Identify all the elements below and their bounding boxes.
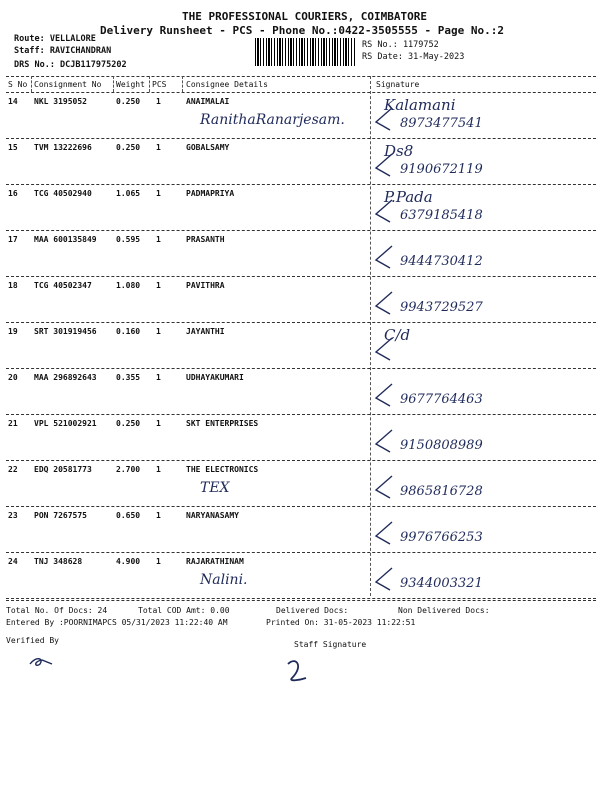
runsheet-subtitle: Delivery Runsheet - PCS - Phone No.:0422-3505555 - Page No.:2 xyxy=(100,24,504,37)
row-separator xyxy=(6,184,596,185)
row-pcs: 1 xyxy=(156,511,161,520)
row-weight: 1.065 xyxy=(116,189,141,198)
table-row xyxy=(0,508,600,552)
row-weight: 0.355 xyxy=(116,373,141,382)
barcode xyxy=(255,38,355,66)
footer-rule xyxy=(6,600,596,601)
col-signature: Signature xyxy=(376,80,420,89)
handwritten-phone: 9444730412 xyxy=(400,254,483,269)
row-sno: 20 xyxy=(8,373,18,382)
row-sno: 18 xyxy=(8,281,18,290)
row-separator xyxy=(6,460,596,461)
row-sno: 21 xyxy=(8,419,18,428)
signature-stroke xyxy=(372,472,396,502)
row-consignment-no: PON 7267575 xyxy=(34,511,87,520)
col-weight: Weight xyxy=(116,80,145,89)
row-pcs: 1 xyxy=(156,373,161,382)
row-consignment-no: VPL 521002921 xyxy=(34,419,97,428)
signature-stroke xyxy=(372,288,396,318)
handwritten-consignee-name: Nalini. xyxy=(200,572,248,588)
handwritten-phone: 6379185418 xyxy=(400,208,483,223)
row-consignee: THE ELECTRONICS xyxy=(186,465,259,474)
handwritten-consignee-name: TEX xyxy=(200,480,230,496)
row-pcs: 1 xyxy=(156,419,161,428)
table-row xyxy=(0,462,600,506)
handwritten-signature: Ds8 xyxy=(384,142,414,160)
staff-label: Staff: RAVICHANDRAN xyxy=(14,46,112,56)
row-separator xyxy=(6,598,596,599)
row-consignment-no: SRT 301919456 xyxy=(34,327,97,336)
signature-stroke xyxy=(372,334,396,364)
rs-date: RS Date: 31-May-2023 xyxy=(362,52,465,62)
row-consignment-no: TCG 40502940 xyxy=(34,189,92,198)
row-pcs: 1 xyxy=(156,97,161,106)
table-row xyxy=(0,324,600,368)
row-weight: 0.250 xyxy=(116,419,141,428)
row-separator xyxy=(6,322,596,323)
table-row xyxy=(0,554,600,598)
col-separator xyxy=(113,76,114,92)
row-consignee: GOBALSAMY xyxy=(186,143,230,152)
row-sno: 23 xyxy=(8,511,18,520)
table-row xyxy=(0,278,600,322)
row-consignee: RAJARATHINAM xyxy=(186,557,244,566)
handwritten-signature: P.Pada xyxy=(384,188,433,206)
row-consignee: ANAIMALAI xyxy=(186,97,230,106)
row-separator xyxy=(6,368,596,369)
signature-stroke xyxy=(372,242,396,272)
row-consignee: PADMAPRIYA xyxy=(186,189,235,198)
route-label: Route: VELLALORE xyxy=(14,34,96,44)
row-weight: 0.650 xyxy=(116,511,141,520)
row-consignee: PRASANTH xyxy=(186,235,225,244)
col-separator xyxy=(182,76,183,92)
row-weight: 2.700 xyxy=(116,465,141,474)
row-weight: 0.250 xyxy=(116,143,141,152)
handwritten-phone: 8973477541 xyxy=(400,116,483,131)
rs-number: RS No.: 1179752 xyxy=(362,40,439,50)
row-weight: 0.160 xyxy=(116,327,141,336)
row-consignment-no: TCG 40502347 xyxy=(34,281,92,290)
row-pcs: 1 xyxy=(156,235,161,244)
row-separator xyxy=(6,506,596,507)
total-cod: Total COD Amt: 0.00 xyxy=(138,606,230,615)
verifier-signature xyxy=(26,652,56,672)
table-row xyxy=(0,94,600,138)
row-pcs: 1 xyxy=(156,143,161,152)
row-consignee: SKT ENTERPRISES xyxy=(186,419,259,428)
row-pcs: 1 xyxy=(156,327,161,336)
row-consignment-no: MAA 600135849 xyxy=(34,235,97,244)
row-consignee: NARYANASAMY xyxy=(186,511,239,520)
col-consignment: Consignment No xyxy=(34,80,102,89)
row-weight: 4.900 xyxy=(116,557,141,566)
row-sno: 19 xyxy=(8,327,18,336)
row-consignee: UDHAYAKUMARI xyxy=(186,373,244,382)
signature-stroke xyxy=(372,518,396,548)
printed-on: Printed On: 31-05-2023 11:22:51 xyxy=(266,618,416,627)
row-separator xyxy=(6,552,596,553)
row-weight: 1.080 xyxy=(116,281,141,290)
delivered-docs: Delivered Docs: xyxy=(276,606,349,615)
signature-stroke xyxy=(372,150,396,180)
total-docs: Total No. Of Docs: 24 xyxy=(6,606,108,615)
drs-number: DRS No.: DCJB117975202 xyxy=(14,60,127,70)
header-bottom-rule xyxy=(6,92,596,93)
row-sno: 14 xyxy=(8,97,18,106)
signature-stroke xyxy=(372,380,396,410)
handwritten-phone: 9677764463 xyxy=(400,392,483,407)
signature-stroke xyxy=(372,196,396,226)
table-row xyxy=(0,232,600,276)
table-row xyxy=(0,140,600,184)
signature-stroke xyxy=(372,564,396,594)
col-pcs: PCS xyxy=(152,80,167,89)
handwritten-signature: Kalamani xyxy=(384,96,456,114)
handwritten-phone: 9976766253 xyxy=(400,530,483,545)
staff-signature-label: Staff Signature xyxy=(294,640,367,649)
row-sno: 16 xyxy=(8,189,18,198)
row-weight: 0.250 xyxy=(116,97,141,106)
signature-stroke xyxy=(372,426,396,456)
row-pcs: 1 xyxy=(156,189,161,198)
non-delivered-docs: Non Delivered Docs: xyxy=(398,606,490,615)
row-consignee: JAYANTHI xyxy=(186,327,225,336)
col-separator xyxy=(31,76,32,92)
signature-stroke xyxy=(372,104,396,134)
row-consignee: PAVITHRA xyxy=(186,281,225,290)
col-consignee: Consignee Details xyxy=(186,80,268,89)
company-name: THE PROFESSIONAL COURIERS, COIMBATORE xyxy=(182,10,428,23)
handwritten-signature: C/d xyxy=(384,326,411,344)
row-separator xyxy=(6,230,596,231)
row-sno: 17 xyxy=(8,235,18,244)
staff-signature xyxy=(282,656,312,688)
header-top-rule xyxy=(6,76,596,77)
row-pcs: 1 xyxy=(156,465,161,474)
handwritten-phone: 9150808989 xyxy=(400,438,483,453)
row-sno: 22 xyxy=(8,465,18,474)
entered-by: Entered By :POORNIMAPCS 05/31/2023 11:22:40 AM xyxy=(6,618,228,627)
table-row xyxy=(0,186,600,230)
row-consignment-no: TNJ 348628 xyxy=(34,557,83,566)
row-pcs: 1 xyxy=(156,281,161,290)
row-sno: 15 xyxy=(8,143,18,152)
table-row xyxy=(0,416,600,460)
handwritten-phone: 9865816728 xyxy=(400,484,483,499)
row-pcs: 1 xyxy=(156,557,161,566)
handwritten-consignee-name: RanithaRanarjesam. xyxy=(200,112,345,128)
row-separator xyxy=(6,138,596,139)
row-sno: 24 xyxy=(8,557,18,566)
col-separator xyxy=(149,76,150,92)
row-weight: 0.595 xyxy=(116,235,141,244)
row-consignment-no: MAA 296892643 xyxy=(34,373,97,382)
row-separator xyxy=(6,414,596,415)
verified-by: Verified By xyxy=(6,636,59,645)
row-consignment-no: EDQ 20581773 xyxy=(34,465,92,474)
handwritten-phone: 9344003321 xyxy=(400,576,483,591)
row-consignment-no: NKL 3195052 xyxy=(34,97,87,106)
col-sno: S No xyxy=(8,80,28,89)
handwritten-phone: 9943729527 xyxy=(400,300,483,315)
table-row xyxy=(0,370,600,414)
row-separator xyxy=(6,276,596,277)
handwritten-phone: 9190672119 xyxy=(400,162,483,177)
row-consignment-no: TVM 13222696 xyxy=(34,143,92,152)
